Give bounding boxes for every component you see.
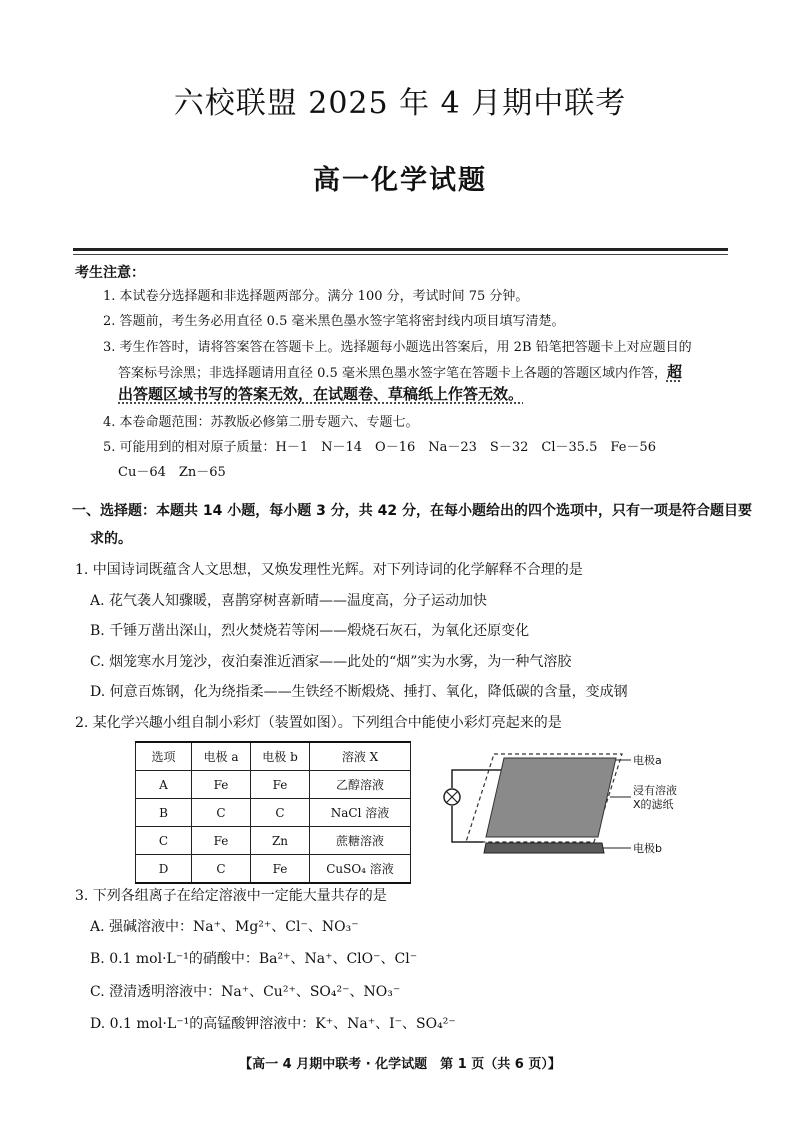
notice-item-3-line1: 3. 考生作答时，请将答案答在答题卡上。选择题每小题选出答案后，用 2B 铅笔把答题卡上对应题目的	[103, 340, 692, 355]
exam-title: 六校联盟 2025 年 4 月期中联考	[173, 86, 627, 121]
table-cell: NaCl 溶液	[310, 799, 411, 827]
table-cell: 乙醇溶液	[310, 771, 411, 799]
table-cell: Fe	[192, 771, 251, 799]
question-1-option-b: B. 千锤万凿出深山，烈火焚烧若等闲——煅烧石灰石，为氧化还原变化	[90, 623, 530, 639]
label-filter-paper-line1: 浸有溶液	[633, 784, 677, 797]
table-cell: B	[136, 799, 192, 827]
notice-item-4: 4. 本卷命题范围：苏教版必修第二册专题六、专题七。	[103, 415, 419, 430]
table-cell: Fe	[251, 771, 310, 799]
table-header-row	[136, 742, 411, 771]
notice-warning: 出答题区域书写的答案无效，在试题卷、草稿纸上作答无效。	[118, 385, 524, 403]
table-cell: A	[136, 771, 192, 799]
table-cell: D	[136, 855, 192, 884]
exam-subject-title: 高一化学试题	[313, 165, 487, 196]
label-filter-paper-line2: X的滤纸	[633, 798, 674, 811]
section-1-heading-cont: 求的。	[90, 531, 132, 547]
table-row	[136, 799, 411, 827]
question-2-options-table	[135, 741, 411, 884]
question-3-option-c: C. 澄清透明溶液中：Na⁺、Cu²⁺、SO₄²⁻、NO₃⁻	[90, 984, 401, 1000]
notice-item-5-line2: Cu－64 Zn－65	[118, 465, 226, 480]
table-cell: Fe	[251, 855, 310, 884]
notice-item-1: 1. 本试卷分选择题和非选择题两部分。满分 100 分，考试时间 75 分钟。	[103, 289, 529, 304]
table-cell: C	[136, 827, 192, 855]
table-header-cell: 电极 a	[192, 742, 251, 771]
table-cell: Fe	[192, 827, 251, 855]
header-divider-thin	[73, 254, 728, 255]
notice-item-5-line1: 5. 可能用到的相对原子质量：H－1 N－14 O－16 Na－23 S－32 Cl－35.5 Fe－56	[103, 440, 656, 455]
electrode-a-plate	[486, 758, 616, 837]
table-row	[136, 855, 411, 884]
label-electrode-a: 电极a	[633, 754, 662, 767]
notice-item-2: 2. 答题前，考生务必用直径 0.5 毫米黑色墨水签字笔将密封线内项目填写清楚。	[103, 314, 565, 329]
question-3-option-b: B. 0.1 mol·L⁻¹的硝酸中：Ba²⁺、Na⁺、ClO⁻、Cl⁻	[90, 951, 418, 967]
question-1-option-c: C. 烟笼寒水月笼沙，夜泊秦淮近酒家——此处的“烟”实为水雾，为一种气溶胶	[90, 654, 572, 670]
notice-warning-start: 超	[666, 363, 682, 381]
question-1-option-d: D. 何意百炼钢，化为绕指柔——生铁经不断煅烧、捶打、氧化，降低碳的含量，变成钢	[90, 684, 628, 700]
table-row	[136, 771, 411, 799]
notice-heading: 考生注意：	[75, 265, 145, 281]
label-electrode-b: 电极b	[633, 842, 662, 855]
table-header-cell: 选项	[136, 742, 192, 771]
header-divider-thick	[73, 248, 728, 251]
question-1-option-a: A. 花气袭人知骤暖，喜鹊穿树喜新晴——温度高，分子运动加快	[90, 593, 488, 609]
table-header-cell: 溶液 X	[310, 742, 411, 771]
question-3-stem: 3. 下列各组离子在给定溶液中一定能大量共存的是	[75, 888, 387, 904]
page-footer: 【高一 4 月期中联考 · 化学试题 第 1 页（共 6 页）】	[239, 1057, 561, 1072]
question-2-stem: 2. 某化学兴趣小组自制小彩灯（装置如图）。下列组合中能使小彩灯亮起来的是	[75, 715, 562, 731]
notice-item-3-line2-text: 答案标号涂黑；非选择题请用直径 0.5 毫米黑色墨水签字笔在答题卡上各题的答题区域内作答，	[118, 366, 667, 381]
table-cell: C	[192, 855, 251, 884]
table-header-cell: 电极 b	[251, 742, 310, 771]
section-1-heading: 一、选择题：本题共 14 小题，每小题 3 分，共 42 分，在每小题给出的四个选项中，只有一项是符合题目要	[72, 503, 752, 519]
table-cell: C	[251, 799, 310, 827]
wire-upper	[452, 770, 504, 788]
notice-item-3-line2	[118, 361, 682, 382]
electrode-b-plate	[484, 843, 604, 853]
table-cell: CuSO₄ 溶液	[310, 855, 411, 884]
question-3-option-d: D. 0.1 mol·L⁻¹的高锰酸钾溶液中：K⁺、Na⁺、I⁻、SO₄²⁻	[90, 1016, 456, 1032]
table-row	[136, 827, 411, 855]
question-1-stem: 1. 中国诗词既蕴含人文思想，又焕发理性光辉。对下列诗词的化学解释不合理的是	[75, 562, 583, 578]
lamp-apparatus-figure	[438, 742, 710, 862]
question-3-option-a: A. 强碱溶液中：Na⁺、Mg²⁺、Cl⁻、NO₃⁻	[90, 919, 359, 935]
table-cell: 蔗糖溶液	[310, 827, 411, 855]
table-cell: C	[192, 799, 251, 827]
table-cell: Zn	[251, 827, 310, 855]
